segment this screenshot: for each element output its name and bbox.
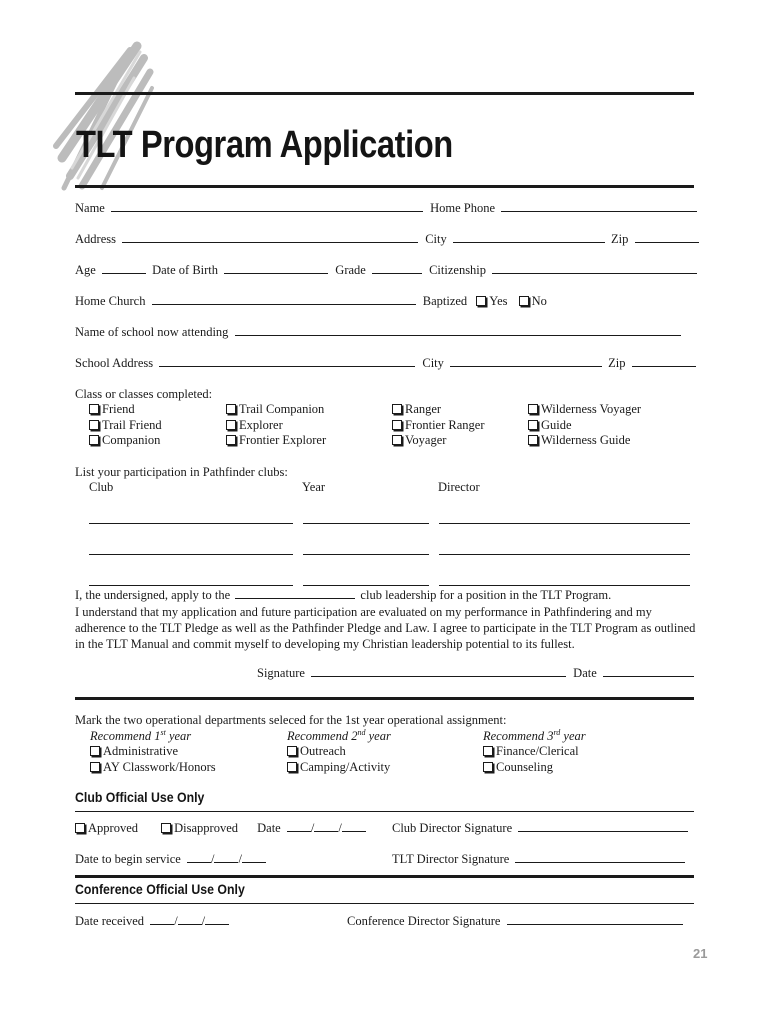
checkbox-icon[interactable] <box>89 420 99 430</box>
signature-row <box>257 666 694 681</box>
approved-option[interactable] <box>75 821 138 835</box>
checkbox-icon[interactable] <box>392 404 402 414</box>
checkbox-icon[interactable] <box>528 420 538 430</box>
club-official-heading: Club Official Use Only <box>75 789 205 805</box>
dob-field[interactable] <box>224 263 328 274</box>
home-church-field[interactable] <box>152 294 416 305</box>
citizenship-field[interactable] <box>492 263 697 274</box>
checkbox-icon[interactable] <box>226 435 236 445</box>
departments-col-1 <box>90 744 216 775</box>
class-option[interactable] <box>392 433 485 449</box>
yes-label: Yes <box>489 294 508 308</box>
conf-director-sig-row <box>347 914 683 929</box>
club-director-sig-label: Club Director Signature <box>392 821 513 835</box>
zip-label: Zip <box>611 232 629 246</box>
class-option[interactable] <box>89 402 162 418</box>
date-received-month[interactable] <box>150 914 174 925</box>
name-label: Name <box>75 201 105 215</box>
department-label: Administrative <box>103 744 178 758</box>
checkbox-icon[interactable] <box>392 420 402 430</box>
school-address-field[interactable] <box>159 356 415 367</box>
department-label: Camping/Activity <box>300 759 391 774</box>
class-option[interactable] <box>89 418 162 434</box>
school-name-label: Name of school now attending <box>75 325 229 339</box>
address-field[interactable] <box>122 232 418 243</box>
date-begin-day[interactable] <box>214 852 238 863</box>
citizenship-label: Citizenship <box>429 263 487 277</box>
club-official-rule <box>75 811 694 812</box>
class-label: Companion <box>102 433 161 447</box>
pledge-text: I, the undersigned, apply to the <box>75 588 231 602</box>
class-option[interactable] <box>226 418 326 434</box>
class-label: Trail Companion <box>239 402 325 416</box>
school-city-label: City <box>422 356 444 370</box>
department-option[interactable] <box>90 744 216 760</box>
recommend-2 <box>287 728 391 744</box>
recommend-label: Recommend 2 <box>287 729 358 744</box>
checkbox-icon[interactable] <box>392 435 402 445</box>
checkbox-icon[interactable] <box>90 762 100 772</box>
date-slash: / <box>338 821 342 835</box>
class-option[interactable] <box>392 418 485 434</box>
class-label: Guide <box>541 417 572 432</box>
conf-director-sig-label: Conference Director Signature <box>347 914 501 928</box>
school-zip-label: Zip <box>608 356 626 370</box>
school-address-row <box>75 356 696 371</box>
date-begin-label: Date to begin service <box>75 852 181 866</box>
class-label: Wilderness Guide <box>541 433 631 447</box>
checkbox-icon[interactable] <box>476 296 486 306</box>
recommend-sup: rd <box>553 728 561 737</box>
disapproved-option[interactable] <box>161 821 238 835</box>
city-label: City <box>425 232 447 246</box>
classes-col-3 <box>392 402 485 449</box>
home-phone-field[interactable] <box>501 201 697 212</box>
school-city-field[interactable] <box>450 356 602 367</box>
club-line-3[interactable] <box>89 585 293 586</box>
department-label: Outreach <box>300 744 346 758</box>
date-slash: / <box>238 852 242 866</box>
name-field[interactable] <box>111 201 423 212</box>
page-title: TLT Program Application <box>76 124 453 166</box>
checkbox-icon[interactable] <box>528 404 538 414</box>
checkbox-icon[interactable] <box>89 435 99 445</box>
zip-field[interactable] <box>635 232 699 243</box>
class-label: Wilderness Voyager <box>541 402 642 416</box>
year-line-1[interactable] <box>303 523 429 524</box>
approval-row <box>75 821 366 836</box>
date-begin-month[interactable] <box>187 852 211 863</box>
checkbox-icon[interactable] <box>226 404 236 414</box>
signature-label: Signature <box>257 666 305 680</box>
age-label: Age <box>75 263 96 277</box>
recommend-year: year <box>365 729 391 744</box>
director-column-label: Director <box>438 480 480 494</box>
club-name-field[interactable] <box>235 588 355 599</box>
recommend-label: Recommend 1 <box>90 729 161 744</box>
tlt-director-sig-field[interactable] <box>515 852 685 863</box>
checkbox-icon[interactable] <box>89 404 99 414</box>
page-number: 21 <box>693 946 708 961</box>
class-label: Ranger <box>405 402 442 416</box>
class-option[interactable] <box>392 402 485 418</box>
department-option[interactable] <box>483 744 579 760</box>
dob-label: Date of Birth <box>152 263 219 277</box>
date-begin-row <box>75 852 266 867</box>
date-slash: / <box>310 821 315 835</box>
class-label: Frontier Explorer <box>239 433 327 447</box>
approval-date-label: Date <box>257 821 281 835</box>
pledge-body: I understand that my application and future participation are evaluated on my performance in Pathfindering and my adherence to the TLT Pledge as well as the Pathfinder Pledge and Law. I agree to participate in the TLT Program as outlined in the TLT Manual and commit myself to developing my Christian leadership potential to its fullest. <box>75 605 696 651</box>
signature-date-label: Date <box>573 666 597 680</box>
classes-heading: Class or classes completed: <box>75 387 213 401</box>
baptized-label: Baptized <box>422 294 468 308</box>
year-column-label: Year <box>302 480 326 494</box>
date-received-day[interactable] <box>178 914 202 925</box>
section-rule-2 <box>75 875 694 878</box>
signature-date-field[interactable] <box>603 666 694 677</box>
year-line-3[interactable] <box>303 585 429 586</box>
checkbox-icon[interactable] <box>226 420 236 430</box>
date-received-row <box>75 914 229 929</box>
recommend-year: year <box>165 729 192 744</box>
top-rule <box>75 92 694 95</box>
date-slash: / <box>210 852 215 866</box>
conference-official-heading: Conference Official Use Only <box>75 881 245 897</box>
departments-col-2 <box>287 744 390 775</box>
class-option[interactable] <box>528 433 641 449</box>
club-director-sig-row <box>392 821 688 836</box>
class-option[interactable] <box>226 433 326 449</box>
approval-date-month[interactable] <box>287 821 311 832</box>
recommend-year: year <box>560 729 586 744</box>
recommend-sup: nd <box>357 728 366 737</box>
director-line-2[interactable] <box>439 554 690 555</box>
title-rule <box>75 185 694 188</box>
school-address-label: School Address <box>75 356 154 370</box>
department-option[interactable] <box>287 760 390 776</box>
department-label: AY Classwork/Honors <box>103 759 216 774</box>
department-label: Counseling <box>496 759 553 774</box>
classes-col-2 <box>226 402 326 449</box>
club-column-label: Club <box>89 480 114 494</box>
department-option[interactable] <box>287 744 390 760</box>
city-field[interactable] <box>453 232 605 243</box>
departments-heading: Mark the two operational departments seleced for the 1st year operational assignment: <box>75 713 507 727</box>
checkbox-icon[interactable] <box>483 762 493 772</box>
tlt-director-sig-row <box>392 852 685 867</box>
date-slash: / <box>201 914 206 928</box>
grade-field[interactable] <box>372 263 422 274</box>
class-label: Frontier Ranger <box>405 417 485 432</box>
address-row <box>75 232 699 247</box>
baptized-yes[interactable] <box>476 294 507 308</box>
department-option[interactable] <box>90 760 216 776</box>
age-field[interactable] <box>102 263 146 274</box>
approved-label: Approved <box>88 821 138 835</box>
checkbox-icon[interactable] <box>528 435 538 445</box>
school-name-field[interactable] <box>235 325 681 336</box>
recommend-label: Recommend 3 <box>483 729 554 744</box>
class-option[interactable] <box>89 433 162 449</box>
date-begin-year[interactable] <box>242 852 266 863</box>
disapproved-label: Disapproved <box>174 821 238 835</box>
checkbox-icon[interactable] <box>75 823 85 833</box>
home-phone-label: Home Phone <box>430 201 496 215</box>
class-option[interactable] <box>528 418 641 434</box>
classes-col-4 <box>528 402 641 449</box>
class-option[interactable] <box>226 402 326 418</box>
church-row <box>75 294 547 309</box>
brush-stroke-decoration <box>42 38 162 198</box>
checkbox-icon[interactable] <box>287 746 297 756</box>
director-line-3[interactable] <box>439 585 690 586</box>
home-church-label: Home Church <box>75 294 146 308</box>
department-label: Finance/Clerical <box>496 744 579 758</box>
pledge-line-1 <box>75 588 611 603</box>
checkbox-icon[interactable] <box>287 762 297 772</box>
school-zip-field[interactable] <box>632 356 696 367</box>
section-rule-1 <box>75 697 694 700</box>
class-label: Explorer <box>239 417 283 432</box>
grade-label: Grade <box>335 263 366 277</box>
conf-director-sig-field[interactable] <box>507 914 683 925</box>
pledge-text: club leadership for a position in the TLT Program. <box>360 588 612 602</box>
year-line-2[interactable] <box>303 554 429 555</box>
address-label: Address <box>75 232 116 246</box>
school-name-row <box>75 325 681 340</box>
checkbox-icon[interactable] <box>519 296 529 306</box>
class-label: Friend <box>102 402 135 416</box>
baptized-no[interactable] <box>519 294 547 308</box>
name-row <box>75 201 697 216</box>
conference-official-rule <box>75 903 694 904</box>
date-received-year[interactable] <box>205 914 229 925</box>
checkbox-icon[interactable] <box>483 746 493 756</box>
signature-field[interactable] <box>311 666 566 677</box>
approval-date-day[interactable] <box>314 821 338 832</box>
club-line-1[interactable] <box>89 523 293 524</box>
recommend-1 <box>90 728 191 744</box>
department-option[interactable] <box>483 760 579 776</box>
club-director-sig-field[interactable] <box>518 821 688 832</box>
age-row <box>75 263 697 278</box>
checkbox-icon[interactable] <box>161 823 171 833</box>
no-label: No <box>531 294 547 308</box>
class-label: Voyager <box>405 433 447 447</box>
departments-col-3 <box>483 744 579 775</box>
approval-date-year[interactable] <box>342 821 366 832</box>
date-received-label: Date received <box>75 914 145 928</box>
classes-col-1 <box>89 402 162 449</box>
recommend-3 <box>483 728 586 744</box>
recommend-sup: st <box>160 728 166 737</box>
checkbox-icon[interactable] <box>90 746 100 756</box>
class-option[interactable] <box>528 402 641 418</box>
tlt-director-sig-label: TLT Director Signature <box>392 852 510 866</box>
participation-heading: List your participation in Pathfinder clubs: <box>75 465 288 479</box>
director-line-1[interactable] <box>439 523 690 524</box>
club-line-2[interactable] <box>89 554 293 555</box>
date-slash: / <box>174 914 178 928</box>
class-label: Trail Friend <box>102 417 162 432</box>
